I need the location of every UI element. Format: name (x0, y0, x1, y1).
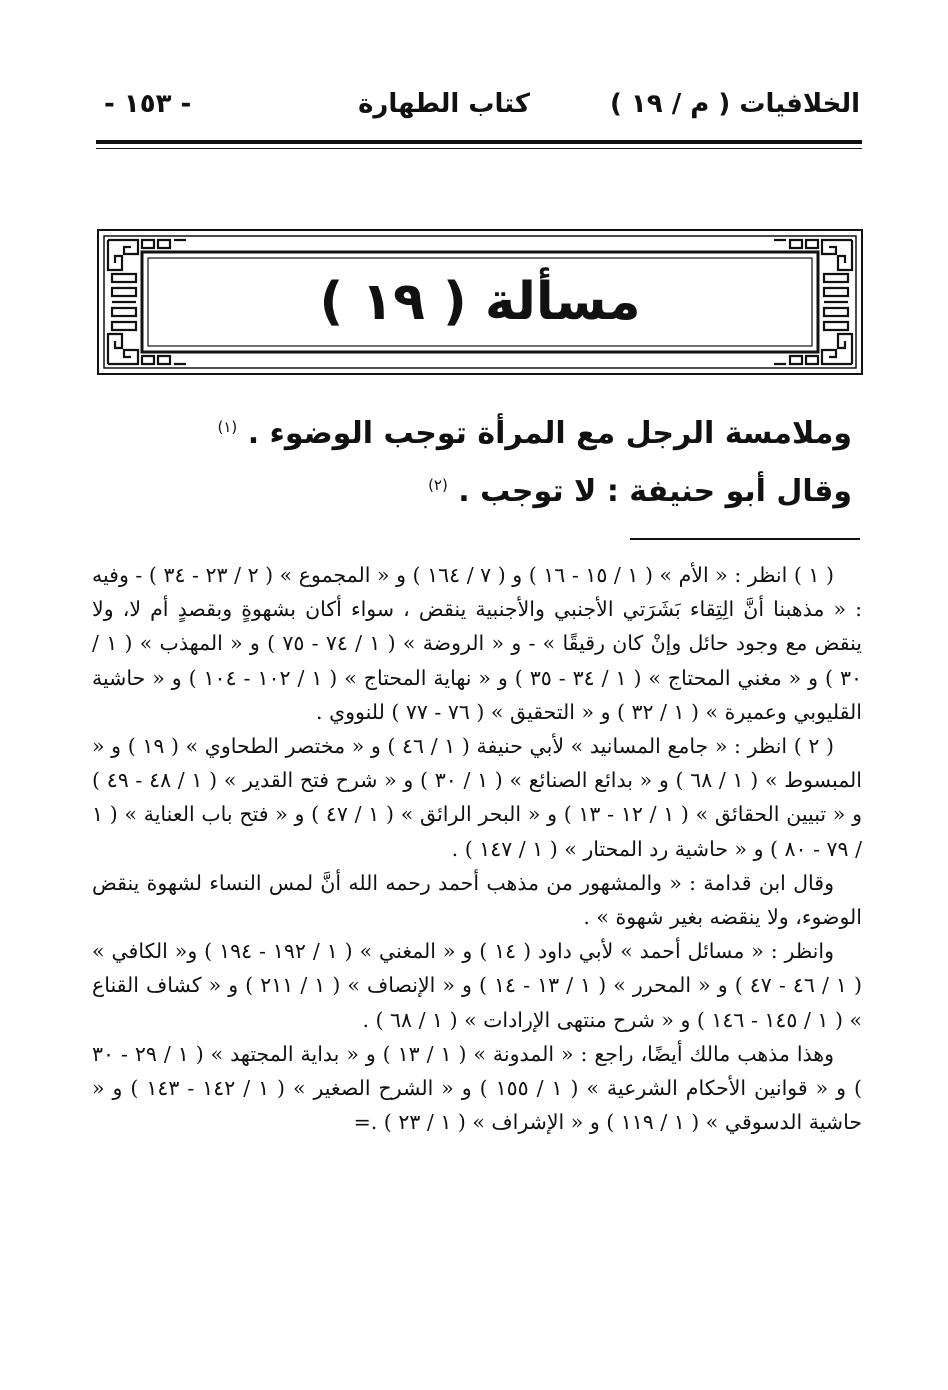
issue-title: مسألة ( ١٩ ) (319, 272, 641, 332)
running-header-book: كتاب الطهارة (358, 89, 530, 119)
footnote-ref-1: (١) (217, 418, 238, 436)
header-rule-thick (96, 140, 862, 144)
footnote-paragraph-maliki-refs: وهذا مذهب مالك أيضًا، راجع : « المدونة » ( ١ / ١٣ ) و « بداية المجتهد » ( ١ / ٢٩ - ٣٠ ) و « قوانين الأحكام الشرعية » ( ١ / ١٥٥ ) و « الشرح الصغير » ( ١ / ١٤٢ - ١٤٣ ) و « حاشية الدسوقي » ( ١ / ١١٩ ) و « الإشراف » ( ١ / ٢٣ ) .= (92, 1041, 862, 1135)
footnote-1: ( ١ ) انظر : « الأم » ( ١ / ١٥ - ١٦ ) و ( ٧ / ١٦٤ ) و « المجموع » ( ٢ / ٢٣ - ٣٤ ) - وفيه : « مذهبنا أنَّ الِتِقاء بَشَرَتي الأجنبي والأجنبية ينقض ، سواء أكان بشهوةٍ وبقصدٍ أم لا، ولا ينقض مع وجود حائل وإنْ كان رقيقًا » - و « الروضة » ( ١ / ٧٤ - ٧٥ ) و « المهذب » ( ١ / ٣٠ ) و « مغني المحتاج » ( ١ / ٣٤ - ٣٥ ) و « نهاية المحتاج » ( ١ / ١٠٢ - ١٠٤ ) و « حاشية القليوبي وعميرة » ( ١ / ٣٢ ) و « التحقيق » ( ٧٦ - ٧٧ ) للنووي . (92, 563, 863, 724)
statement-1-text: وملامسة الرجل مع المرأة توجب الوضوء . (247, 416, 852, 451)
footnote-paragraph-hanbali-refs: وانظر : « مسائل أحمد » لأبي داود ( ١٤ ) و « المغني » ( ١ / ١٩٢ - ١٩٤ ) و« الكافي » ( ١ / ٤٦ - ٤٧ ) و « المحرر » ( ١ / ١٣ - ١٤ ) و « الإنصاف » ( ١ / ٢١١ ) و « كشاف القناع » ( ١ / ١٤٥ - ١٤٦ ) و « شرح منتهى الإرادات » ( ١ / ٦٨ ) . (92, 939, 862, 1032)
header-rule-thin (96, 148, 862, 149)
statement-2 (428, 470, 852, 514)
ornamental-title-frame (96, 228, 864, 376)
footnote-paragraph-ibn-qudama: وقال ابن قدامة : « والمشهور من مذهب أحمد رحمه الله أنَّ لمس النساء لشهوة ينقض الوضوء، ولا ينقضه بغير شهوة » . (92, 870, 862, 930)
footnote-separator (630, 538, 860, 540)
footnote-ref-2: (٢) (428, 476, 448, 494)
statement-1 (217, 412, 852, 456)
running-header (96, 84, 860, 124)
running-header-chapter: الخلافيات ( م / ١٩ ) (609, 89, 860, 119)
statement-2-text: وقال أبو حنيفة : لا توجب . (458, 474, 852, 509)
footnotes (92, 558, 862, 1139)
footnote-2: ( ٢ ) انظر : « جامع المسانيد » لأبي حنيفة ( ١ / ٤٦ ) و « مختصر الطحاوي » ( ١٩ ) و « المبسوط » ( ١ / ٦٨ ) و « بدائع الصنائع » ( ١ / ٣٠ ) و « شرح فتح القدير » ( ١ / ٤٨ - ٤٩ ) و « تبيين الحقائق » ( ١ / ١٢ - ١٣ ) و « البحر الرائق » ( ١ / ٤٧ ) و « فتح باب العناية » ( ١ / ٧٩ - ٨٠ ) و « حاشية رد المحتار » ( ١ / ١٤٧ ) . (92, 734, 862, 861)
page-number: - ١٥٣ - (104, 89, 192, 119)
